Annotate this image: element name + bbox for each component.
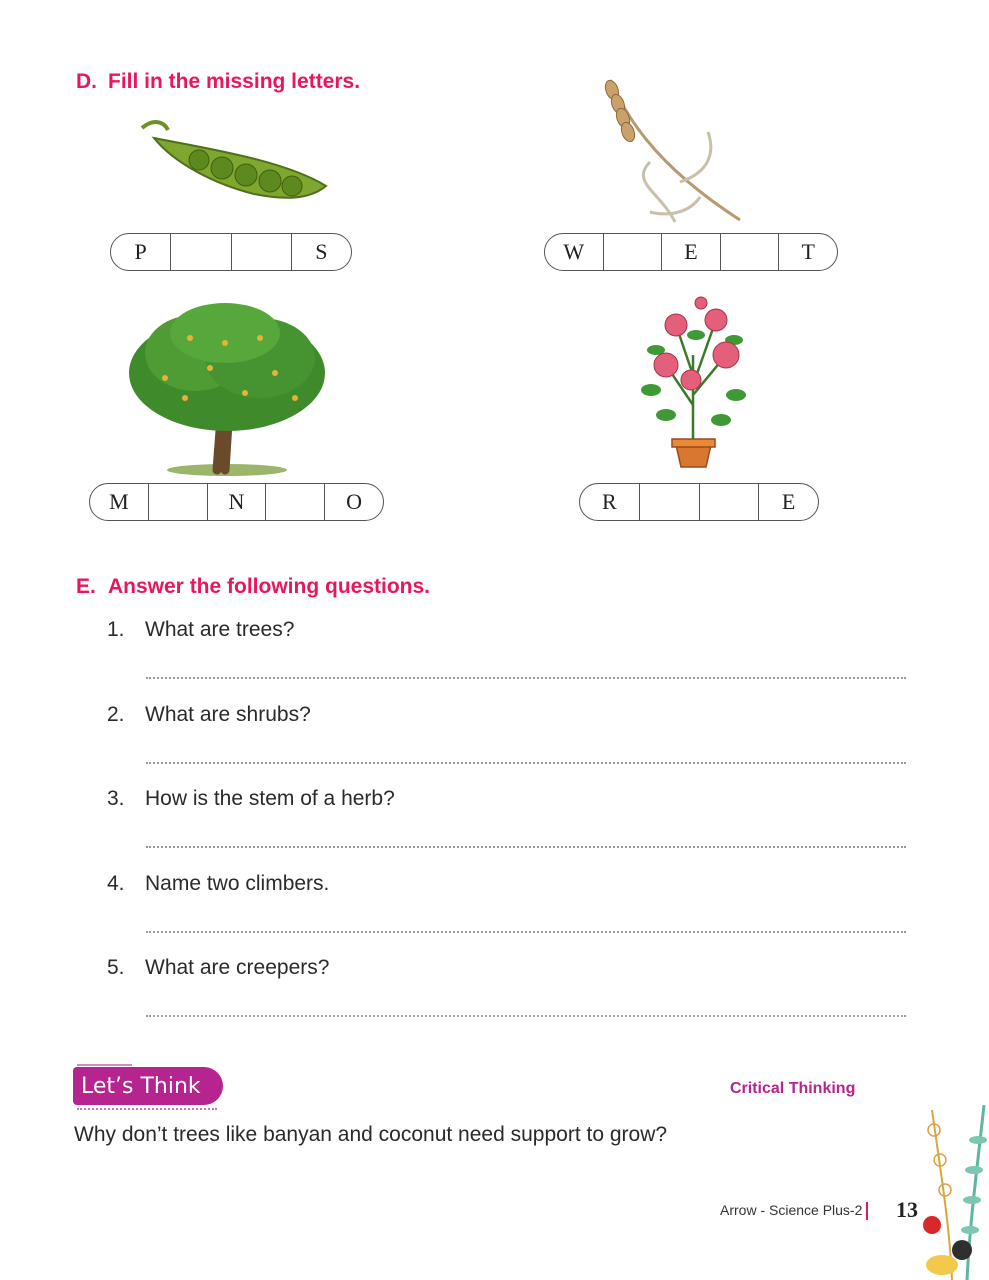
wheat-picture bbox=[590, 72, 760, 232]
letter-box[interactable]: T bbox=[778, 234, 837, 270]
answer-line-2[interactable] bbox=[146, 762, 906, 764]
letter-box[interactable]: S bbox=[291, 234, 351, 270]
letter-box[interactable] bbox=[265, 484, 324, 520]
letter-box[interactable]: O bbox=[324, 484, 383, 520]
mango-tree-picture bbox=[125, 298, 330, 478]
lets-think-badge: Let’s Think bbox=[73, 1067, 223, 1105]
mango-letter-boxes bbox=[89, 483, 384, 521]
letter-box[interactable] bbox=[231, 234, 291, 270]
letter-box[interactable] bbox=[603, 234, 662, 270]
letter-box[interactable]: E bbox=[661, 234, 720, 270]
section-e-label: E. bbox=[76, 575, 96, 598]
letter-box[interactable]: W bbox=[563, 239, 585, 264]
wheat-letter-boxes bbox=[544, 233, 838, 271]
think-question: Why don’t trees like banyan and coconut need support to grow? bbox=[74, 1123, 668, 1146]
pea-pod-picture bbox=[134, 108, 334, 208]
answer-line-3[interactable] bbox=[146, 846, 906, 848]
rose-letter-boxes bbox=[579, 483, 819, 521]
letter-box[interactable]: N bbox=[207, 484, 266, 520]
floral-decoration bbox=[912, 1100, 989, 1280]
question-2: 2. What are shrubs? bbox=[107, 703, 311, 726]
letter-box[interactable] bbox=[699, 484, 759, 520]
section-e-title: Answer the following questions. bbox=[108, 575, 431, 598]
question-4: 4. Name two climbers. bbox=[107, 872, 330, 895]
question-1: 1. What are trees? bbox=[107, 618, 295, 641]
letter-box[interactable]: M bbox=[109, 489, 129, 514]
section-e-heading bbox=[76, 575, 430, 599]
letter-box[interactable]: R bbox=[602, 489, 617, 514]
pea-letter-boxes bbox=[110, 233, 352, 271]
letter-box[interactable] bbox=[148, 484, 207, 520]
letter-box[interactable] bbox=[170, 234, 230, 270]
letter-box[interactable] bbox=[720, 234, 779, 270]
section-d-label: D. bbox=[76, 70, 97, 93]
page-number: 13 bbox=[896, 1197, 918, 1222]
letter-box[interactable]: E bbox=[758, 484, 818, 520]
question-3: 3. How is the stem of a herb? bbox=[107, 787, 395, 810]
question-5: 5. What are creepers? bbox=[107, 956, 330, 979]
letter-box[interactable]: P bbox=[134, 239, 147, 264]
footer-book-title: Arrow - Science Plus-2 bbox=[720, 1202, 876, 1220]
answer-line-4[interactable] bbox=[146, 931, 906, 933]
badge-underline bbox=[77, 1108, 217, 1110]
letter-box[interactable] bbox=[639, 484, 699, 520]
footer-separator bbox=[866, 1202, 868, 1220]
answer-line-5[interactable] bbox=[146, 1015, 906, 1017]
section-d-heading bbox=[76, 70, 360, 94]
badge-decoration bbox=[77, 1064, 132, 1066]
rose-plant-picture bbox=[636, 295, 751, 473]
answer-line-1[interactable] bbox=[146, 677, 906, 679]
critical-thinking-tag: Critical Thinking bbox=[730, 1080, 856, 1097]
section-d-title: Fill in the missing letters. bbox=[108, 70, 361, 93]
